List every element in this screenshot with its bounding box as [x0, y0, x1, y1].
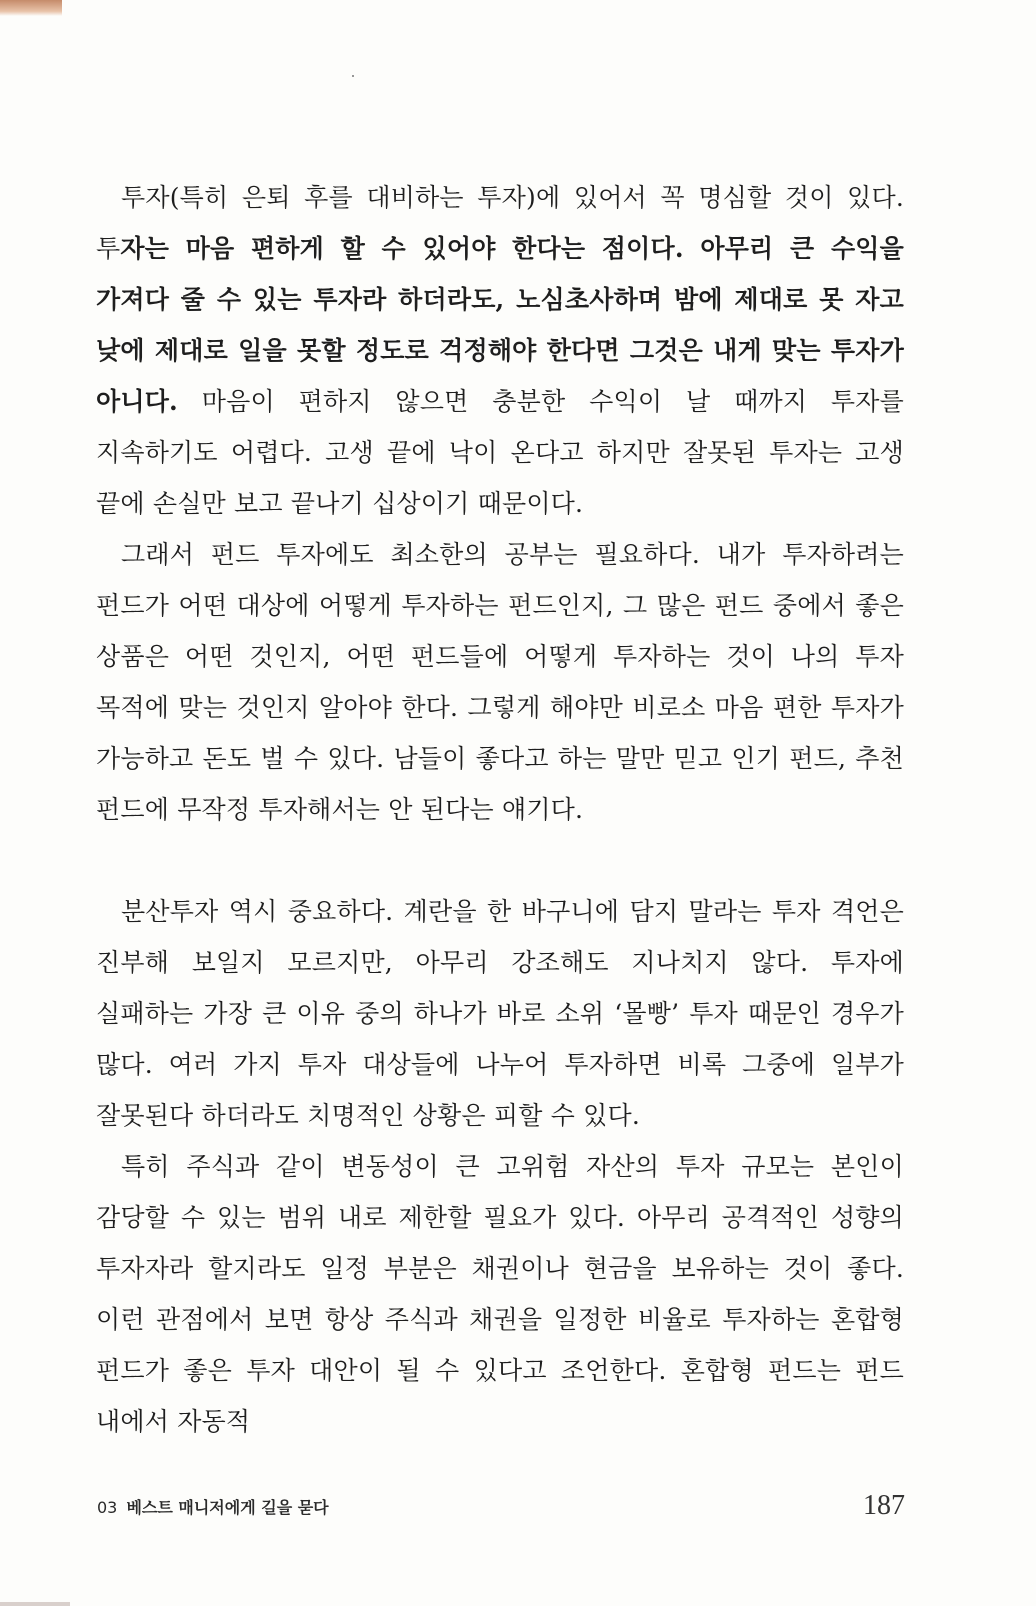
page-number: 187 — [863, 1490, 905, 1521]
chapter-number: 03 — [97, 1498, 118, 1517]
page-corner-mark — [0, 0, 62, 16]
paragraph-1 — [96, 172, 904, 529]
paragraph-2: 그래서 펀드 투자에도 최소한의 공부는 필요하다. 내가 투자하려는 펀드가 어떤 대상에 어떻게 투자하는 펀드인지, 그 많은 펀드 중에서 좋은 상품은 어떤 것인지, 어떤 펀드들에 어떻게 투자하는 것이 나의 투자 목적에 맞는 것인지 알아야 한다. 그렇게 해야만 비로소 마음 편한 투자가 가능하고 돈도 벌 수 있다. 남들이 좋다고 하는 말만 믿고 인기 펀드, 추천 펀드에 무작정 투자해서는 안 된다는 얘기다. — [96, 540, 904, 824]
paragraph-1-end: 마음이 편하지 않으면 충분한 수익이 날 때까지 투자를 지속하기도 어렵다. 고생 끝에 낙이 온다고 하지만 잘못된 투자는 고생 끝에 손실만 보고 끝나기 십상이기 때문이다. — [96, 387, 904, 518]
section-gap — [96, 835, 904, 886]
page-bottom-edge — [0, 1602, 70, 1606]
scan-speck — [352, 75, 354, 77]
paragraph-3: 분산투자 역시 중요하다. 계란을 한 바구니에 담지 말라는 투자 격언은 진부해 보일지 모르지만, 아무리 강조해도 지나치지 않다. 투자에 실패하는 가장 큰 이유 중의 하나가 바로 소위 ‘몰빵’ 투자 때문인 경우가 많다. 여러 가지 투자 대상들에 나누어 투자하면 비록 그중에 일부가 잘못된다 하더라도 치명적인 상황은 피할 수 있다. — [96, 897, 904, 1130]
page-footer — [97, 1482, 905, 1522]
paragraph-1-start: 투자(특히 은퇴 후를 대비하는 투자)에 있어서 꼭 명심할 것이 있다. 투 — [96, 183, 904, 263]
paragraph-4: 특히 주식과 같이 변동성이 큰 고위험 자산의 투자 규모는 본인이 감당할 수 있는 범위 내로 제한할 필요가 있다. 아무리 공격적인 성향의 투자자라 할지라도 일정 부분은 채권이나 현금을 보유하는 것이 좋다. 이런 관점에서 보면 항상 주식과 채권을 일정한 비율로 투자하는 혼합형 펀드가 좋은 투자 대안이 될 수 있다고 조언한다. 혼합형 펀드는 펀드 내에서 자동적 — [96, 1152, 904, 1436]
body-text — [96, 172, 904, 1447]
paragraph-1-bold: 자는 마음 편하게 할 수 있어야 한다는 점이다. 아무리 큰 수익을 가져다 줄 수 있는 투자라 하더라도, 노심초사하며 밤에 제대로 못 자고 낮에 제대로 일을 못할 정도로 걱정해야 한다면 그것은 내게 맞는 투자가 아니다. — [96, 234, 904, 416]
chapter-title: 베스트 매니저에게 길을 묻다 — [126, 1498, 329, 1517]
running-footer — [97, 1495, 329, 1518]
